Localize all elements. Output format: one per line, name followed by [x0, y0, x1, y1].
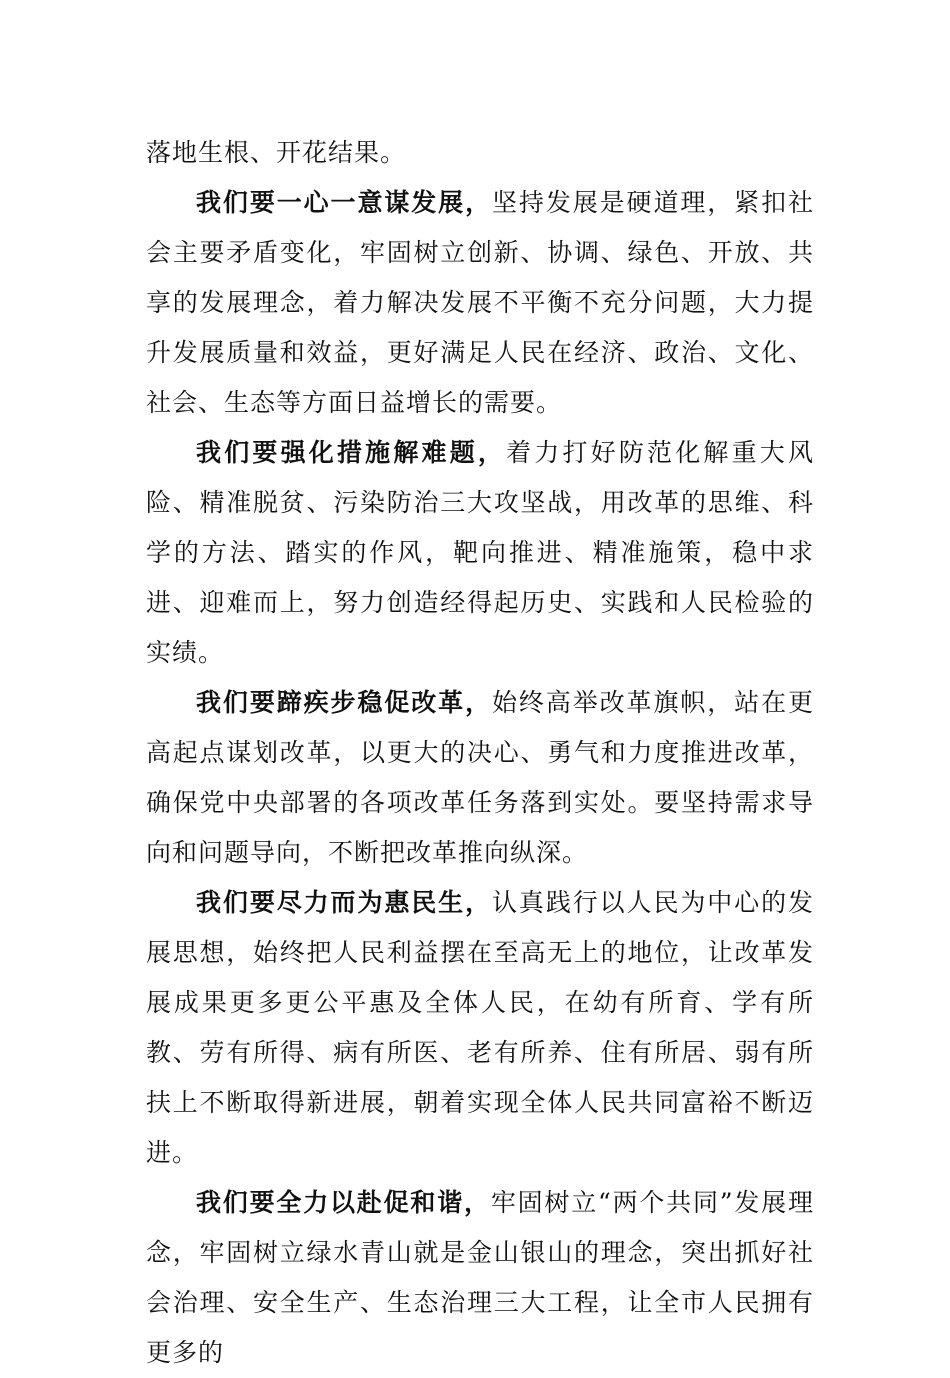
paragraph-reform: [146, 678, 814, 878]
paragraph-livelihood: [146, 878, 814, 1178]
paragraph-lead: 我们要全力以赴促和谐，: [196, 1188, 491, 1217]
paragraph-text: 坚持发展是硬道理，紧扣社会主要矛盾变化，牢固树立创新、协调、绿色、开放、共享的发展理念，着力解决发展不平衡不充分问题，大力提升发展质量和效益，更好满足人民在经济、政治、文化、社会、生态等方面日益增长的需要。: [146, 188, 814, 417]
paragraph-text: 始终高举改革旗帜，站在更高起点谋划改革，以更大的决心、勇气和力度推进改革，确保党中央部署的各项改革任务落到实处。要坚持需求导向和问题导向，不断把改革推向纵深。: [146, 688, 814, 867]
paragraph-text: 着力打好防范化解重大风险、精准脱贫、污染防治三大攻坚战，用改革的思维、科学的方法、踏实的作风，靶向推进、精准施策，稳中求进、迎难而上，努力创造经得起历史、实践和人民检验的实绩。: [146, 438, 814, 667]
paragraph-text: 落地生根、开花结果。: [146, 138, 407, 167]
document-page: [146, 128, 814, 1378]
paragraph-lead: 我们要尽力而为惠民生，: [196, 888, 492, 917]
paragraph-development: [146, 178, 814, 428]
paragraph-measures: [146, 428, 814, 678]
paragraph-continuation: [146, 128, 814, 178]
paragraph-text: 牢固树立“两个共同”发展理念，牢固树立绿水青山就是金山银山的理念，突出抓好社会治理、安全生产、生态治理三大工程，让全市人民拥有更多的: [146, 1188, 814, 1367]
paragraph-lead: 我们要蹄疾步稳促改革，: [196, 688, 492, 717]
paragraph-lead: 我们要一心一意谋发展，: [196, 188, 492, 217]
paragraph-lead: 我们要强化措施解难题，: [196, 438, 507, 467]
paragraph-text: 认真践行以人民为中心的发展思想，始终把人民利益摆在至高无上的地位，让改革发展成果更多更公平惠及全体人民，在幼有所育、学有所教、劳有所得、病有所医、老有所养、住有所居、弱有所扶上不断取得新进展，朝着实现全体人民共同富裕不断迈进。: [146, 888, 814, 1167]
paragraph-harmony: [146, 1178, 814, 1378]
